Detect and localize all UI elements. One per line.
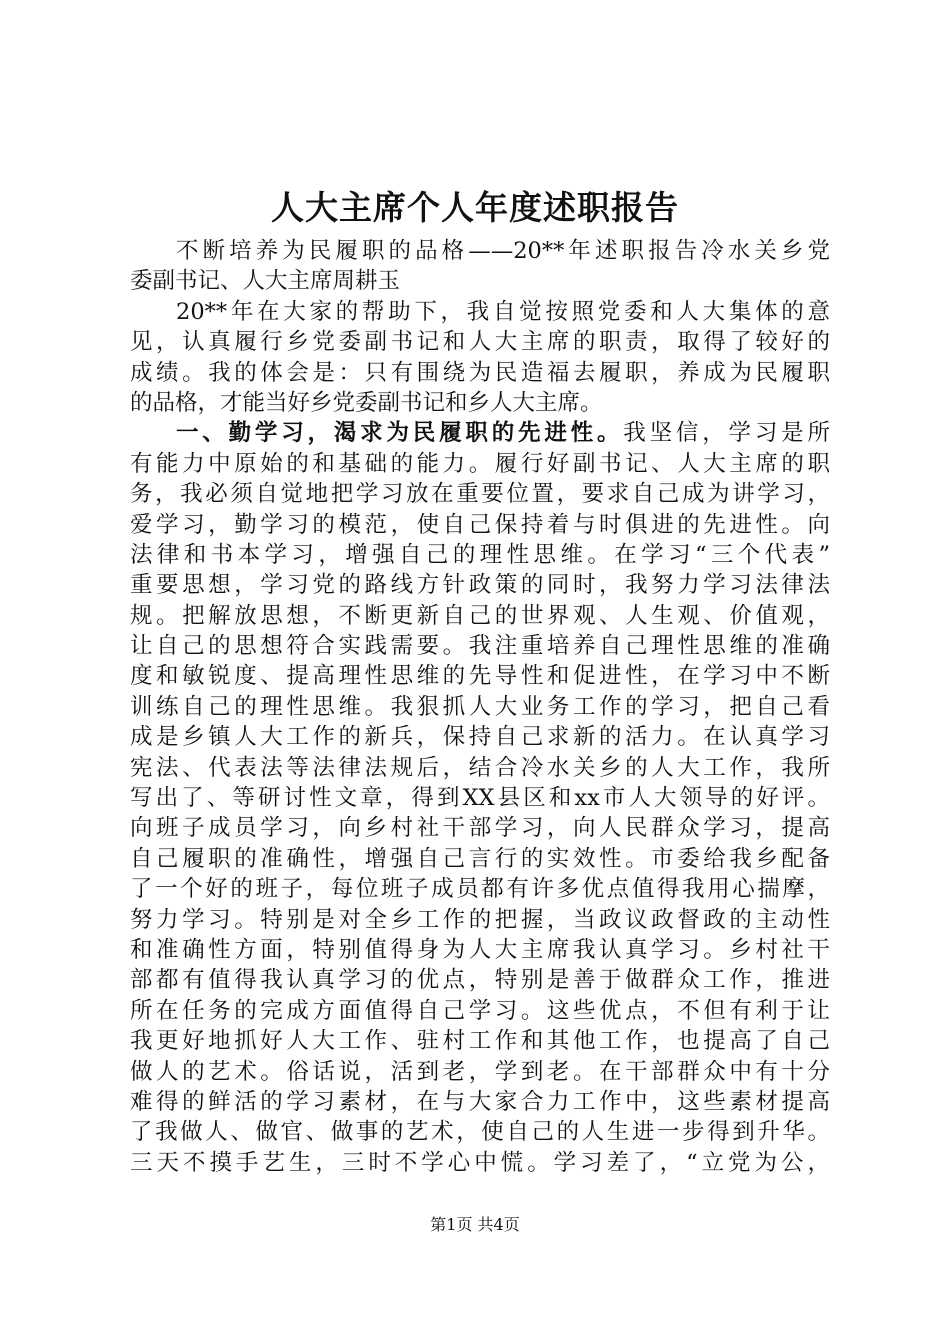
line-text: 和准确性方面，特别值得身为人大主席我认真学习。乡村社干 xyxy=(130,936,830,963)
line-text: 成是乡镇人大工作的新兵，保持自己求新的活力。在认真学习 xyxy=(130,724,830,751)
text-line xyxy=(130,631,830,661)
document-body xyxy=(130,236,830,1178)
line-text: 三天不摸手艺生，三时不学心中慌。学习差了，“立党为公， xyxy=(130,1149,830,1176)
text-line xyxy=(130,388,830,418)
text-line xyxy=(130,297,830,327)
line-text: 见，认真履行乡党委副书记和人大主席的职责，取得了较好的 xyxy=(130,329,830,356)
line-text: 了我做人、做官、做事的艺术，使自己的人生进一步得到升华。 xyxy=(130,1119,830,1146)
text-line xyxy=(130,661,830,691)
text-line xyxy=(130,813,830,843)
text-line xyxy=(130,510,830,540)
text-line xyxy=(130,236,830,266)
text-line xyxy=(130,692,830,722)
line-text: 部都有值得我认真学习的优点，特别是善于做群众工作，推进 xyxy=(130,967,830,994)
text-line xyxy=(130,844,830,874)
text-line xyxy=(130,1148,830,1178)
line-text: 所在任务的完成方面值得自己学习。这些优点，不但有利于让 xyxy=(130,997,830,1024)
line-text: 法律和书本学习，增强自己的理性思维。在学习“三个代表” xyxy=(130,541,830,568)
line-text: 我坚信，学习是所 xyxy=(623,420,830,447)
text-line xyxy=(130,996,830,1026)
page-footer: 第1页 共4页 xyxy=(430,1215,520,1234)
line-text: 让自己的思想符合实践需要。我注重培养自己理性思维的准确 xyxy=(130,633,830,660)
line-text: 重要思想，学习党的路线方针政策的同时，我努力学习法律法 xyxy=(130,572,830,599)
text-line xyxy=(130,753,830,783)
line-text: 务，我必须自觉地把学习放在重要位置，要求自己成为讲学习， xyxy=(130,481,830,508)
line-text: 爱学习，勤学习的模范，使自己保持着与时俱进的先进性。向 xyxy=(130,511,830,538)
text-line xyxy=(130,266,830,296)
document-title: 人大主席个人年度述职报告 xyxy=(271,188,679,227)
text-line xyxy=(130,479,830,509)
line-text: 不断培养为民履职的品格——20**年述职报告冷水关乡党 xyxy=(176,238,830,264)
line-text: 我更好地抓好人大工作、驻村工作和其他工作，也提高了自己 xyxy=(130,1028,830,1055)
line-text: 写出了、等研讨性文章，得到XX县区和xx市人大领导的好评。 xyxy=(130,785,830,812)
text-line xyxy=(130,540,830,570)
line-text: 难得的鲜活的学习素材，在与大家合力工作中，这些素材提高 xyxy=(130,1088,830,1115)
text-line xyxy=(130,570,830,600)
text-line xyxy=(130,1117,830,1147)
text-line xyxy=(130,965,830,995)
line-text: 自己履职的准确性，增强自己言行的实效性。市委给我乡配备 xyxy=(130,845,830,872)
text-line xyxy=(130,905,830,935)
text-line xyxy=(130,327,830,357)
line-text: 努力学习。特别是对全乡工作的把握，当政议政督政的主动性 xyxy=(130,906,830,933)
text-line xyxy=(130,418,830,448)
text-line xyxy=(130,1026,830,1056)
text-line xyxy=(130,1057,830,1087)
line-text: 规。把解放思想，不断更新自己的世界观、人生观、价值观， xyxy=(130,602,830,629)
line-text: 20**年在大家的帮助下，我自觉按照党委和人大集体的意 xyxy=(176,298,830,325)
line-text: 委副书记、人大主席周耕玉 xyxy=(130,268,401,295)
text-line xyxy=(130,1087,830,1117)
text-line xyxy=(130,783,830,813)
section-heading: 一、勤学习，渴求为民履职的先进性。 xyxy=(176,420,624,447)
line-text: 训练自己的理性思维。我狠抓人大业务工作的学习，把自己看 xyxy=(130,693,830,720)
line-text: 的品格，才能当好乡党委副书记和乡人大主席。 xyxy=(130,389,603,416)
text-line xyxy=(130,601,830,631)
line-text: 了一个好的班子，每位班子成员都有许多优点值得我用心揣摩， xyxy=(130,876,830,903)
line-text: 向班子成员学习，向乡村社干部学习，向人民群众学习，提高 xyxy=(130,815,830,842)
text-line xyxy=(130,935,830,965)
line-text: 做人的艺术。俗话说，活到老，学到老。在干部群众中有十分 xyxy=(130,1058,830,1085)
text-line xyxy=(130,874,830,904)
line-text: 成绩。我的体会是：只有围绕为民造福去履职，养成为民履职 xyxy=(130,359,830,386)
text-line xyxy=(130,358,830,388)
line-text: 度和敏锐度、提高理性思维的先导性和促进性，在学习中不断 xyxy=(130,663,830,690)
line-text: 宪法、代表法等法律法规后，结合冷水关乡的人大工作，我所 xyxy=(130,754,830,781)
text-line xyxy=(130,722,830,752)
line-text: 有能力中原始的和基础的能力。履行好副书记、人大主席的职 xyxy=(130,450,830,477)
text-line xyxy=(130,449,830,479)
